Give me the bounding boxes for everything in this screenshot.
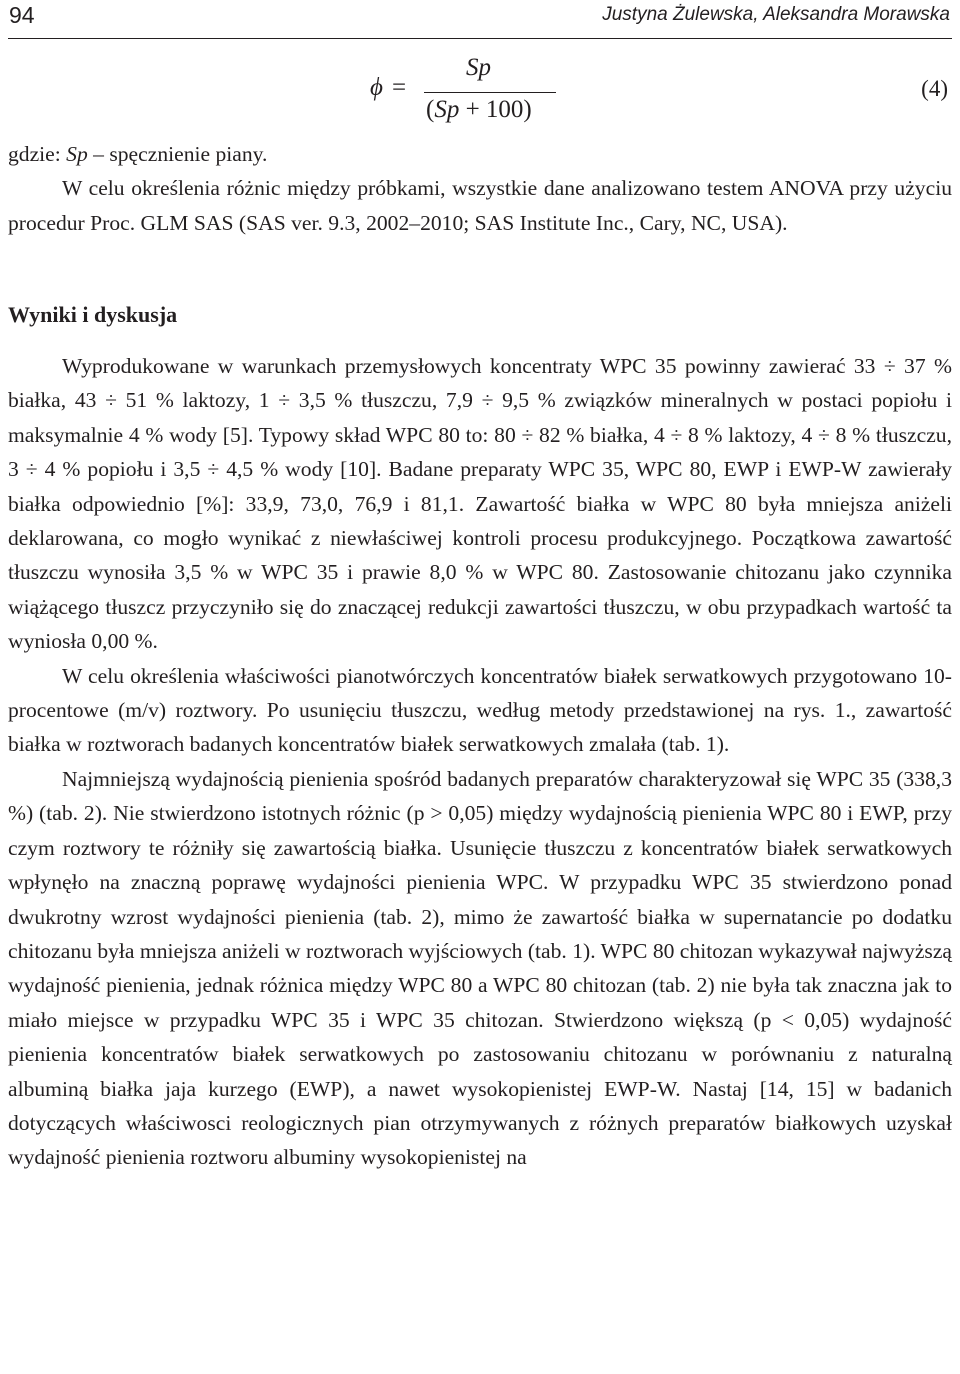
running-head-authors: Justyna Żulewska, Aleksandra Morawska (602, 4, 950, 25)
results-body (8, 349, 952, 1175)
running-header (8, 0, 952, 39)
formula-phi-symbol: ϕ (370, 74, 383, 101)
where-prefix: gdzie: (8, 142, 67, 166)
paragraph-composition: Wyprodukowane w warunkach przemysłowych koncentraty WPC 35 powinny zawierać 33 ÷ 37 % białka, 43 ÷ 51 % laktozy, 1 ÷ 3,5 % tłuszczu, 7,9 ÷ 9,5 % związków mineralnych w postaci popiołu i maksymalnie 4 % wody [5]. Typowy skład WPC 80 to: 80 ÷ 82 % białka, 4 ÷ 8 % laktozy, 4 ÷ 8 % tłuszczu, 3 ÷ 4 % popiołu i 3,5 ÷ 4,5 % wody [10]. Badane preparaty WPC 35, WPC 80, EWP i EWP-W zawierały białka odpowiednio [%]: 33,9, 73,0, 76,9 i 81,1. Zawartość białka w WPC 80 była mniejsza aniżeli deklarowana, co mogło wynikać z niewłaściwej kontroli procesu produkcyjnego. Początkowa zawartość tłuszczu wynosiła 3,5 % w WPC 35 i prawie 8,0 % w WPC 80. Zastosowanie chitozanu jako czynnika wiążącego tłuszcz przyczyniło się do znaczącej redukcji zawartości tłuszczu, w obu przypadkach wartość ta wyniosła 0,00 %. (8, 354, 952, 654)
denominator-variable: Sp (434, 96, 460, 123)
intro-block (8, 137, 952, 240)
denominator-sum: + 100) (459, 96, 532, 123)
paragraph-protein-content: W celu określenia właściwości pianotwórczych koncentratów białek serwatkowych przygotowano 10-procentowe (m/v) roztwory. Po usunięciu tłuszczu, według metody przedstawionej na rys. 1., zawartość białka w roztworach badanych koncentratów białek serwatkowych zmalała (tab. 1). (8, 663, 952, 757)
foam-stability-formula (370, 52, 570, 134)
page-number: 94 (9, 2, 35, 28)
anova-paragraph: W celu określenia różnic między próbkami, wszystkie dane analizowano testem ANOVA przy użyciu procedur Proc. GLM SAS (SAS ver. 9.3, 2002–2010; SAS Institute Inc., Cary, NC, USA). (8, 176, 952, 235)
where-variable: Sp (66, 142, 88, 166)
section-heading: Wyniki i dyskusja (8, 302, 178, 327)
formula-numerator: Sp (466, 54, 491, 81)
where-description: – spęcznienie piany. (87, 142, 268, 166)
formula-equals-sign: = (392, 74, 407, 101)
where-definition (8, 137, 952, 171)
paragraph-foaming-capacity: Najmniejszą wydajnością pienienia spośród badanych preparatów charakteryzował się WPC 35 (338,3 %) (tab. 2). Nie stwierdzono istotnych różnic (p > 0,05) między wydajnością pienienia WPC 80 i EWP, przy czym roztwory te różniły się zawartością białka. Usunięcie tłuszczu z koncentratów białek serwatkowych wpłynęło na znaczną poprawę wydajności pienienia WPC. W przypadku WPC 35 stwierdzono ponad dwukrotny wzrost wydajności pienienia (tab. 2), mimo że zawartość białka w supernatancie po dodatku chitozanu była mniejsza aniżeli w roztworach wyjściowych (tab. 1). WPC 80 chitozan wykazywał najwyższą wydajność pienienia, jednak różnica między WPC 80 a WPC 80 chitozan (tab. 2) nie była tak znaczna jak to miało miejsce w przypadku WPC 35 i WPC 35 chitozan. Stwierdzono większą (p < 0,05) wydajność pienienia koncentratów białek serwatkowych po zastosowaniu chitozanu w porównaniu z naturalną albuminą białka jaja kurzego (EWP), a nawet wysokopienistej EWP-W. Nastaj [14, 15] w badanich dotyczących właściwosci reologicznych pian otrzymywanych z różnych preparatów białkowych uzyskał wydajność pienienia roztworu albuminy wysokopienistej na (8, 766, 953, 1170)
formula-denominator (426, 96, 532, 124)
equation-number: (4) (921, 76, 948, 101)
denominator-open-paren: ( (426, 96, 435, 123)
fraction-bar (424, 92, 556, 93)
